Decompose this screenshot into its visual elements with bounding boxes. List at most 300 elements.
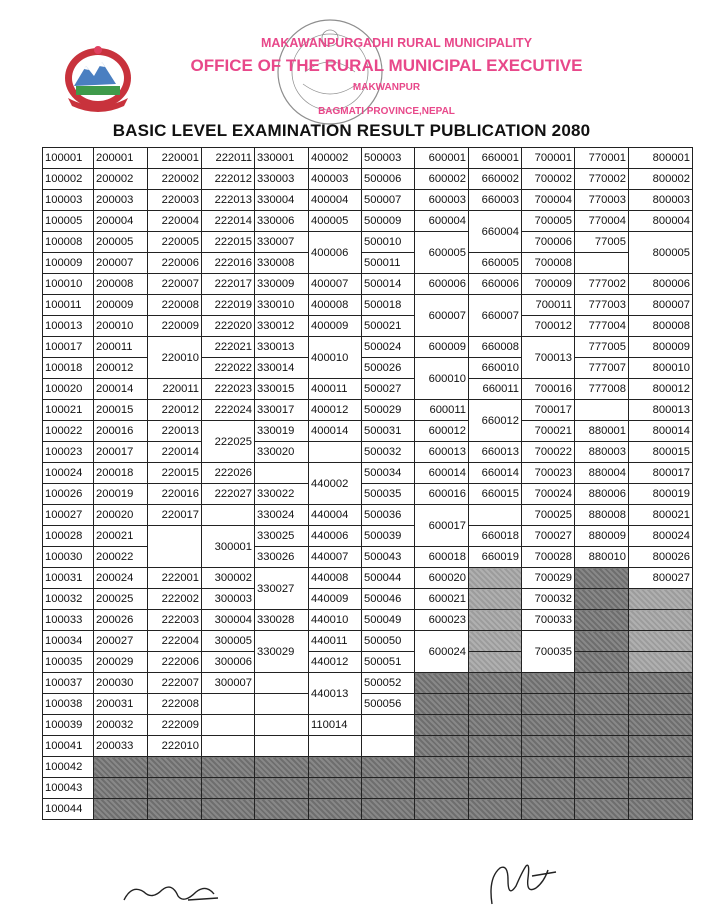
shaded-cell (415, 778, 469, 799)
result-number-cell: 600013 (415, 442, 469, 463)
shaded-cell (469, 568, 522, 589)
result-number-cell: 660006 (469, 274, 522, 295)
shaded-cell (362, 778, 415, 799)
shaded-cell (469, 589, 522, 610)
shaded-cell (469, 610, 522, 631)
shaded-cell (415, 757, 469, 778)
result-number-cell: 770004 (575, 211, 629, 232)
shaded-cell (148, 799, 202, 820)
result-number-cell: 700012 (522, 316, 575, 337)
result-number-cell: 800014 (629, 421, 693, 442)
result-number-cell: 100027 (43, 505, 94, 526)
result-number-cell: 800027 (629, 568, 693, 589)
result-number-cell: 222026 (202, 463, 255, 484)
result-number-cell: 100009 (43, 253, 94, 274)
table-row (43, 484, 693, 505)
result-number-cell: 800015 (629, 442, 693, 463)
shaded-cell (469, 673, 522, 694)
result-number-cell: 777003 (575, 295, 629, 316)
table-row (43, 631, 693, 652)
result-number-cell: 200001 (94, 148, 148, 169)
result-number-cell: 880008 (575, 505, 629, 526)
result-number-cell: 400012 (309, 400, 362, 421)
result-number-cell: 400004 (309, 190, 362, 211)
result-number-cell: 220012 (148, 400, 202, 421)
shaded-cell (255, 778, 309, 799)
result-number-cell: 600002 (415, 169, 469, 190)
result-number-cell: 200009 (94, 295, 148, 316)
result-number-cell: 660001 (469, 148, 522, 169)
result-number-cell: 500009 (362, 211, 415, 232)
result-number-cell: 800003 (629, 190, 693, 211)
result-number-cell: 700028 (522, 547, 575, 568)
result-number-cell: 100008 (43, 232, 94, 253)
result-number-cell: 660013 (469, 442, 522, 463)
result-number-cell: 200012 (94, 358, 148, 379)
result-number-cell: 400007 (309, 274, 362, 295)
shaded-cell (469, 799, 522, 820)
result-number-cell: 660008 (469, 337, 522, 358)
result-number-cell: 100044 (43, 799, 94, 820)
result-number-cell: 220016 (148, 484, 202, 505)
result-number-cell: 222014 (202, 211, 255, 232)
result-number-cell: 200017 (94, 442, 148, 463)
result-number-cell: 222003 (148, 610, 202, 631)
result-number-cell: 440013 (309, 673, 362, 715)
result-number-cell: 500043 (362, 547, 415, 568)
result-number-cell: 777004 (575, 316, 629, 337)
empty-cell (255, 673, 309, 694)
table-row (43, 589, 693, 610)
result-number-cell: 100043 (43, 778, 94, 799)
shaded-cell (469, 694, 522, 715)
nepal-emblem-icon (58, 42, 138, 112)
table-row (43, 358, 693, 379)
result-number-cell: 700006 (522, 232, 575, 253)
result-number-cell: 100033 (43, 610, 94, 631)
shaded-cell (629, 610, 693, 631)
result-number-cell: 100041 (43, 736, 94, 757)
place-name: MAKWANPUR (352, 82, 421, 93)
result-number-cell: 200010 (94, 316, 148, 337)
result-number-cell: 700022 (522, 442, 575, 463)
result-number-cell: 400002 (309, 148, 362, 169)
result-number-cell: 330026 (255, 547, 309, 568)
table-row (43, 757, 693, 778)
result-number-cell: 500039 (362, 526, 415, 547)
shaded-cell (202, 778, 255, 799)
result-number-cell: 700016 (522, 379, 575, 400)
result-number-cell: 700021 (522, 421, 575, 442)
shaded-cell (94, 757, 148, 778)
result-number-cell: 800008 (629, 316, 693, 337)
result-number-cell: 500050 (362, 631, 415, 652)
result-number-cell: 500014 (362, 274, 415, 295)
result-number-cell: 222012 (202, 169, 255, 190)
empty-cell (202, 505, 255, 526)
page-title: BASIC LEVEL EXAMINATION RESULT PUBLICATION 2080 (112, 121, 591, 140)
result-number-cell: 200018 (94, 463, 148, 484)
result-number-cell: 200007 (94, 253, 148, 274)
result-number-cell: 700033 (522, 610, 575, 631)
result-number-cell: 100023 (43, 442, 94, 463)
result-number-cell: 700005 (522, 211, 575, 232)
result-number-cell: 500021 (362, 316, 415, 337)
result-number-cell: 100031 (43, 568, 94, 589)
result-number-cell: 700023 (522, 463, 575, 484)
result-number-cell: 200021 (94, 526, 148, 547)
result-number-cell: 880009 (575, 526, 629, 547)
result-number-cell: 222022 (202, 358, 255, 379)
result-number-cell: 200029 (94, 652, 148, 673)
result-number-cell: 200016 (94, 421, 148, 442)
result-number-cell: 330019 (255, 421, 309, 442)
result-number-cell: 777007 (575, 358, 629, 379)
result-number-cell: 440012 (309, 652, 362, 673)
results-table (42, 147, 693, 820)
shaded-cell (629, 694, 693, 715)
result-number-cell: 500035 (362, 484, 415, 505)
shaded-cell (522, 715, 575, 736)
result-number-cell: 500034 (362, 463, 415, 484)
result-number-cell: 330003 (255, 169, 309, 190)
result-number-cell: 100038 (43, 694, 94, 715)
result-number-cell: 100042 (43, 757, 94, 778)
result-number-cell: 100013 (43, 316, 94, 337)
table-row (43, 295, 693, 316)
result-number-cell: 600017 (415, 505, 469, 547)
result-number-cell: 330022 (255, 484, 309, 505)
result-number-cell: 700025 (522, 505, 575, 526)
empty-cell (255, 715, 309, 736)
result-number-cell: 777002 (575, 274, 629, 295)
result-number-cell: 330017 (255, 400, 309, 421)
result-number-cell: 100010 (43, 274, 94, 295)
table-row (43, 274, 693, 295)
result-number-cell: 770003 (575, 190, 629, 211)
table-row (43, 610, 693, 631)
result-number-cell: 660012 (469, 400, 522, 442)
result-number-cell: 660015 (469, 484, 522, 505)
table-row (43, 526, 693, 547)
result-number-cell: 800004 (629, 211, 693, 232)
result-number-cell: 600010 (415, 358, 469, 400)
left-signature (118, 870, 238, 910)
empty-cell (575, 400, 629, 421)
result-number-cell: 500006 (362, 169, 415, 190)
result-number-cell: 222025 (202, 421, 255, 463)
result-number-cell: 440006 (309, 526, 362, 547)
result-number-cell: 200002 (94, 169, 148, 190)
shaded-cell (575, 694, 629, 715)
result-number-cell: 600014 (415, 463, 469, 484)
shaded-cell (575, 778, 629, 799)
shaded-cell (469, 715, 522, 736)
result-number-cell: 222015 (202, 232, 255, 253)
result-number-cell: 222013 (202, 190, 255, 211)
result-number-cell: 222019 (202, 295, 255, 316)
result-number-cell: 500029 (362, 400, 415, 421)
table-row (43, 736, 693, 757)
result-number-cell: 800006 (629, 274, 693, 295)
shaded-cell (469, 736, 522, 757)
result-number-cell: 800012 (629, 379, 693, 400)
shaded-cell (202, 799, 255, 820)
result-number-cell: 660002 (469, 169, 522, 190)
result-number-cell: 330020 (255, 442, 309, 463)
shaded-cell (94, 778, 148, 799)
result-number-cell: 200014 (94, 379, 148, 400)
shaded-cell (469, 778, 522, 799)
shaded-cell (415, 799, 469, 820)
result-number-cell: 600021 (415, 589, 469, 610)
result-number-cell: 500003 (362, 148, 415, 169)
shaded-cell (415, 736, 469, 757)
shaded-cell (469, 631, 522, 652)
right-signature (478, 858, 568, 910)
result-number-cell: 220009 (148, 316, 202, 337)
result-number-cell: 600024 (415, 631, 469, 673)
result-number-cell: 222016 (202, 253, 255, 274)
shaded-cell (522, 694, 575, 715)
result-number-cell: 300004 (202, 610, 255, 631)
table-row (43, 694, 693, 715)
result-number-cell: 770002 (575, 169, 629, 190)
result-number-cell: 600012 (415, 421, 469, 442)
result-number-cell: 300001 (202, 526, 255, 568)
table-row (43, 715, 693, 736)
result-number-cell: 330004 (255, 190, 309, 211)
shaded-cell (629, 799, 693, 820)
result-number-cell: 880010 (575, 547, 629, 568)
result-number-cell: 100028 (43, 526, 94, 547)
shaded-cell (415, 673, 469, 694)
empty-cell (255, 736, 309, 757)
result-number-cell: 500032 (362, 442, 415, 463)
result-number-cell: 220001 (148, 148, 202, 169)
result-number-cell: 330001 (255, 148, 309, 169)
result-number-cell: 200020 (94, 505, 148, 526)
result-number-cell: 100024 (43, 463, 94, 484)
shaded-cell (629, 736, 693, 757)
result-number-cell: 220015 (148, 463, 202, 484)
result-number-cell: 800005 (629, 232, 693, 274)
result-number-cell: 800013 (629, 400, 693, 421)
result-number-cell: 440004 (309, 505, 362, 526)
result-number-cell: 330007 (255, 232, 309, 253)
result-number-cell: 200004 (94, 211, 148, 232)
empty-cell (362, 736, 415, 757)
table-row (43, 337, 693, 358)
result-number-cell: 700001 (522, 148, 575, 169)
table-row (43, 253, 693, 274)
table-row (43, 568, 693, 589)
shaded-cell (415, 694, 469, 715)
table-row (43, 442, 693, 463)
result-number-cell: 222001 (148, 568, 202, 589)
result-number-cell: 222009 (148, 715, 202, 736)
result-number-cell: 500056 (362, 694, 415, 715)
result-number-cell: 660011 (469, 379, 522, 400)
result-number-cell: 500031 (362, 421, 415, 442)
result-number-cell: 600005 (415, 232, 469, 274)
result-number-cell: 330014 (255, 358, 309, 379)
document-header (0, 0, 703, 150)
result-number-cell: 200015 (94, 400, 148, 421)
result-number-cell: 330025 (255, 526, 309, 547)
result-number-cell: 200033 (94, 736, 148, 757)
result-number-cell: 100005 (43, 211, 94, 232)
result-number-cell: 500026 (362, 358, 415, 379)
table-row (43, 169, 693, 190)
result-number-cell: 600007 (415, 295, 469, 337)
shaded-cell (255, 799, 309, 820)
result-number-cell: 200003 (94, 190, 148, 211)
result-number-cell: 100003 (43, 190, 94, 211)
result-number-cell: 600009 (415, 337, 469, 358)
result-number-cell: 300007 (202, 673, 255, 694)
empty-cell (309, 736, 362, 757)
shaded-cell (575, 568, 629, 589)
result-number-cell: 100022 (43, 421, 94, 442)
shaded-cell (415, 715, 469, 736)
result-number-cell: 220010 (148, 337, 202, 379)
result-number-cell: 222006 (148, 652, 202, 673)
result-number-cell: 222010 (148, 736, 202, 757)
result-number-cell: 700009 (522, 274, 575, 295)
shaded-cell (148, 757, 202, 778)
result-number-cell: 220014 (148, 442, 202, 463)
result-number-cell: 800026 (629, 547, 693, 568)
shaded-cell (522, 799, 575, 820)
result-number-cell: 220007 (148, 274, 202, 295)
result-number-cell: 300005 (202, 631, 255, 652)
result-number-cell: 500049 (362, 610, 415, 631)
table-row (43, 778, 693, 799)
empty-cell (202, 736, 255, 757)
result-number-cell: 800017 (629, 463, 693, 484)
shaded-cell (94, 799, 148, 820)
shaded-cell (309, 778, 362, 799)
result-number-cell: 500007 (362, 190, 415, 211)
table-row (43, 673, 693, 694)
result-number-cell: 330012 (255, 316, 309, 337)
shaded-cell (575, 799, 629, 820)
result-number-cell: 100017 (43, 337, 94, 358)
shaded-cell (575, 715, 629, 736)
shaded-cell (469, 757, 522, 778)
result-number-cell: 700029 (522, 568, 575, 589)
province-name: BAGMATI PROVINCE,NEPAL (318, 106, 455, 117)
result-number-cell: 660018 (469, 526, 522, 547)
result-number-cell: 660003 (469, 190, 522, 211)
result-number-cell: 100037 (43, 673, 94, 694)
result-number-cell: 700002 (522, 169, 575, 190)
result-number-cell: 880003 (575, 442, 629, 463)
table-row (43, 505, 693, 526)
result-number-cell: 100039 (43, 715, 94, 736)
result-number-cell: 600003 (415, 190, 469, 211)
result-number-cell: 300006 (202, 652, 255, 673)
shaded-cell (255, 757, 309, 778)
shaded-cell (629, 589, 693, 610)
result-number-cell: 800010 (629, 358, 693, 379)
result-number-cell: 300003 (202, 589, 255, 610)
result-number-cell: 220006 (148, 253, 202, 274)
municipality-name: MAKAWANPURGADHI RURAL MUNICIPALITY (260, 36, 533, 50)
result-number-cell: 500011 (362, 253, 415, 274)
result-number-cell: 600001 (415, 148, 469, 169)
result-number-cell: 200031 (94, 694, 148, 715)
result-number-cell: 330006 (255, 211, 309, 232)
result-number-cell: 500027 (362, 379, 415, 400)
result-number-cell: 220008 (148, 295, 202, 316)
result-number-cell: 100020 (43, 379, 94, 400)
table-row (43, 400, 693, 421)
shaded-cell (469, 652, 522, 673)
shaded-cell (202, 757, 255, 778)
shaded-cell (575, 610, 629, 631)
result-number-cell: 330008 (255, 253, 309, 274)
result-number-cell: 100032 (43, 589, 94, 610)
result-number-cell: 330029 (255, 631, 309, 673)
result-number-cell: 700008 (522, 253, 575, 274)
result-number-cell: 600006 (415, 274, 469, 295)
result-number-cell: 300002 (202, 568, 255, 589)
result-number-cell: 220002 (148, 169, 202, 190)
result-number-cell: 440002 (309, 463, 362, 505)
shaded-cell (309, 799, 362, 820)
empty-cell (255, 463, 309, 484)
result-number-cell: 700027 (522, 526, 575, 547)
result-number-cell: 700035 (522, 631, 575, 673)
result-number-cell: 100011 (43, 295, 94, 316)
result-number-cell: 222017 (202, 274, 255, 295)
result-number-cell: 800009 (629, 337, 693, 358)
result-number-cell: 222008 (148, 694, 202, 715)
result-number-cell: 222027 (202, 484, 255, 505)
result-number-cell: 330028 (255, 610, 309, 631)
shaded-cell (629, 715, 693, 736)
table-row (43, 148, 693, 169)
result-number-cell: 77005 (575, 232, 629, 253)
result-number-cell: 200032 (94, 715, 148, 736)
shaded-cell (575, 673, 629, 694)
shaded-cell (575, 631, 629, 652)
result-number-cell: 880006 (575, 484, 629, 505)
result-number-cell: 222021 (202, 337, 255, 358)
result-number-cell: 222023 (202, 379, 255, 400)
result-number-cell: 330015 (255, 379, 309, 400)
result-number-cell: 200019 (94, 484, 148, 505)
result-number-cell: 777008 (575, 379, 629, 400)
result-number-cell: 220003 (148, 190, 202, 211)
result-number-cell: 800007 (629, 295, 693, 316)
result-number-cell: 400011 (309, 379, 362, 400)
result-number-cell: 400005 (309, 211, 362, 232)
result-number-cell: 800024 (629, 526, 693, 547)
result-number-cell: 800021 (629, 505, 693, 526)
shaded-cell (362, 799, 415, 820)
office-name: OFFICE OF THE RURAL MUNICIPAL EXECUTIVE (190, 56, 583, 75)
empty-cell (309, 442, 362, 463)
result-number-cell: 700032 (522, 589, 575, 610)
empty-cell (202, 715, 255, 736)
result-number-cell: 400010 (309, 337, 362, 379)
table-row (43, 547, 693, 568)
table-row (43, 232, 693, 253)
result-number-cell: 500024 (362, 337, 415, 358)
